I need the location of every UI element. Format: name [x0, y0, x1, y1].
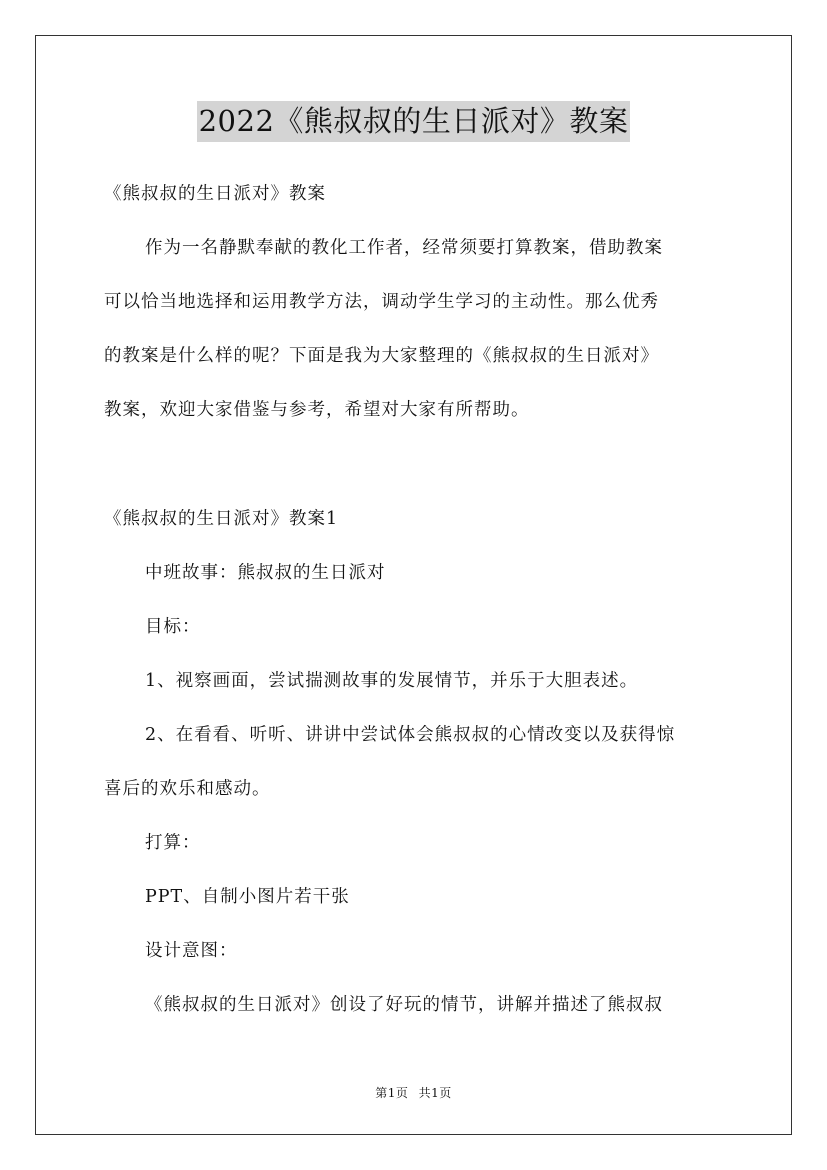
paragraph-line: 目标：: [145, 617, 201, 637]
paragraph-line: 设计意图：: [145, 941, 238, 961]
page-total: 共1页: [418, 1086, 452, 1100]
paragraph-line: 1、视察画面，尝试揣测故事的发展情节，并乐于大胆表述。: [145, 671, 639, 691]
paragraph-line: 的教案是什么样的呢？下面是我为大家整理的《熊叔叔的生日派对》: [104, 346, 659, 366]
section-heading: 《熊叔叔的生日派对》教案1: [104, 509, 339, 529]
page-footer: [0, 1084, 827, 1101]
paragraph-line: 《熊叔叔的生日派对》创设了好玩的情节，讲解并描述了熊叔叔: [145, 995, 663, 1015]
paragraph-line: PPT、自制小图片若干张: [145, 887, 350, 907]
subtitle-line: 《熊叔叔的生日派对》教案: [104, 184, 326, 204]
document-title: 2022《熊叔叔的生日派对》教案: [197, 101, 631, 142]
title-container: [0, 101, 827, 142]
paragraph-line: 喜后的欢乐和感动。: [104, 779, 271, 799]
paragraph-line: 作为一名静默奉献的教化工作者，经常须要打算教案，借助教案: [145, 238, 663, 258]
paragraph-line: 教案，欢迎大家借鉴与参考，希望对大家有所帮助。: [104, 400, 530, 420]
paragraph-line: 2、在看看、听听、讲讲中尝试体会熊叔叔的心情改变以及获得惊: [145, 725, 676, 745]
paragraph-line: 可以恰当地选择和运用教学方法，调动学生学习的主动性。那么优秀: [104, 292, 659, 312]
page-number: 第1页: [375, 1086, 409, 1100]
paragraph-line: 打算：: [145, 833, 201, 853]
paragraph-line: 中班故事：熊叔叔的生日派对: [145, 563, 386, 583]
